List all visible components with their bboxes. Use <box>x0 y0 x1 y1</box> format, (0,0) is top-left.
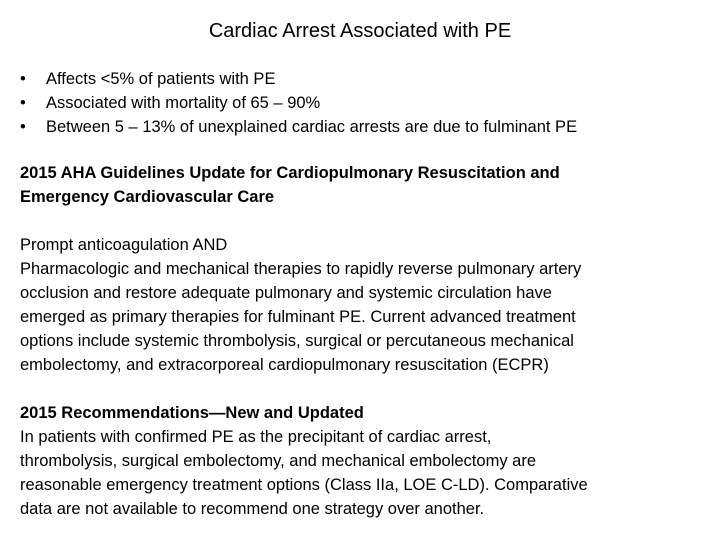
paragraph-line: embolectomy, and extracorporeal cardiopulmonary resuscitation (ECPR) <box>20 356 549 374</box>
paragraph-line: data are not available to recommend one strategy over another. <box>20 500 485 518</box>
bullet-text: Affects <5% of patients with PE <box>46 70 276 88</box>
guidelines-heading <box>20 161 710 209</box>
recommendations-section <box>20 401 710 521</box>
bullet-icon: • <box>20 94 26 112</box>
paragraph-line: Pharmacologic and mechanical therapies to rapidly reverse pulmonary artery <box>20 260 582 278</box>
paragraph-line: occlusion and restore adequate pulmonary and systemic circulation have <box>20 284 552 302</box>
paragraph-line: reasonable emergency treatment options (Class IIa, LOE C-LD). Comparative <box>20 476 588 494</box>
bullet-text: Associated with mortality of 65 – 90% <box>46 94 321 112</box>
guidelines-heading-line: 2015 AHA Guidelines Update for Cardiopulmonary Resuscitation and <box>20 164 560 182</box>
bullet-item <box>20 67 577 91</box>
slide-title: Cardiac Arrest Associated with PE <box>208 20 512 42</box>
guidelines-heading-line: Emergency Cardiovascular Care <box>20 188 275 206</box>
recommendations-heading: 2015 Recommendations—New and Updated <box>20 404 364 422</box>
bullet-item <box>20 115 577 139</box>
paragraph-line: emerged as primary therapies for fulminant PE. Current advanced treatment <box>20 308 576 326</box>
bullet-icon: • <box>20 118 26 136</box>
bullet-text: Between 5 – 13% of unexplained cardiac arrests are due to fulminant PE <box>46 118 578 136</box>
paragraph-line: options include systemic thrombolysis, surgical or percutaneous mechanical <box>20 332 574 350</box>
bullet-icon: • <box>20 70 26 88</box>
paragraph-line: In patients with confirmed PE as the precipitant of cardiac arrest, <box>20 428 492 446</box>
bullet-item <box>20 91 577 115</box>
bullet-list <box>20 67 577 139</box>
therapy-paragraph <box>20 233 710 377</box>
paragraph-line: Prompt anticoagulation AND <box>20 236 228 254</box>
paragraph-line: thrombolysis, surgical embolectomy, and mechanical embolectomy are <box>20 452 536 470</box>
